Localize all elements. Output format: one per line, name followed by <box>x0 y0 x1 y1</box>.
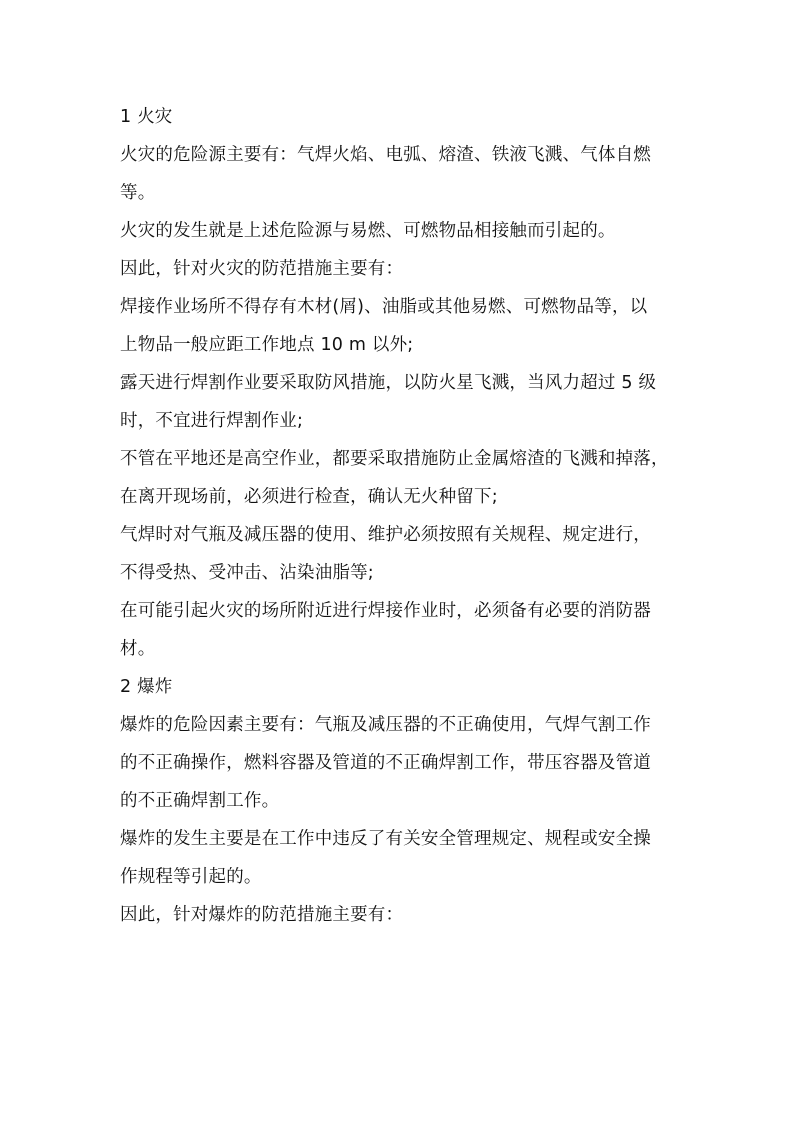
text-line: 火灾的危险源主要有：气焊火焰、电弧、熔渣、铁液飞溅、气体自燃 <box>120 145 651 165</box>
text-line: 因此，针对爆炸的防范措施主要有： <box>120 905 404 925</box>
text-line: 作规程等引起的。 <box>120 867 262 887</box>
text-line: 焊接作业场所不得存有木材(屑)、油脂或其他易燃、可燃物品等，以 <box>120 297 648 317</box>
heading-explosion: 2 爆炸 <box>120 677 173 697</box>
text-line: 的不正确操作，燃料容器及管道的不正确焊割工作，带压容器及管道 <box>120 753 651 773</box>
text-line: 爆炸的危险因素主要有：气瓶及减压器的不正确使用，气焊气割工作 <box>120 715 651 735</box>
text-line: 上物品一般应距工作地点 10 m 以外; <box>120 335 414 355</box>
text-line: 材。 <box>120 639 156 659</box>
text-line: 火灾的发生就是上述危险源与易燃、可燃物品相接触而引起的。 <box>120 221 616 241</box>
document-page <box>120 98 680 934</box>
text-line: 气焊时对气瓶及减压器的使用、维护必须按照有关规程、规定进行， <box>120 525 651 545</box>
text-line: 不得受热、受冲击、沾染油脂等; <box>120 563 374 583</box>
heading-fire: 1 火灾 <box>120 107 173 127</box>
text-line: 时，不宜进行焊割作业; <box>120 411 304 431</box>
text-line: 在可能引起火灾的场所附近进行焊接作业时，必须备有必要的消防器 <box>120 601 651 621</box>
text-line: 因此，针对火灾的防范措施主要有： <box>120 259 404 279</box>
text-line: 不管在平地还是高空作业，都要采取措施防止金属熔渣的飞溅和掉落， <box>120 449 669 469</box>
text-line: 在离开现场前，必须进行检查，确认无火种留下; <box>120 487 498 507</box>
text-line: 爆炸的发生主要是在工作中违反了有关安全管理规定、规程或安全操 <box>120 829 651 849</box>
text-line: 等。 <box>120 183 156 203</box>
text-line: 的不正确焊割工作。 <box>120 791 280 811</box>
text-line: 露天进行焊割作业要采取防风措施，以防火星飞溅，当风力超过 5 级 <box>120 373 657 393</box>
